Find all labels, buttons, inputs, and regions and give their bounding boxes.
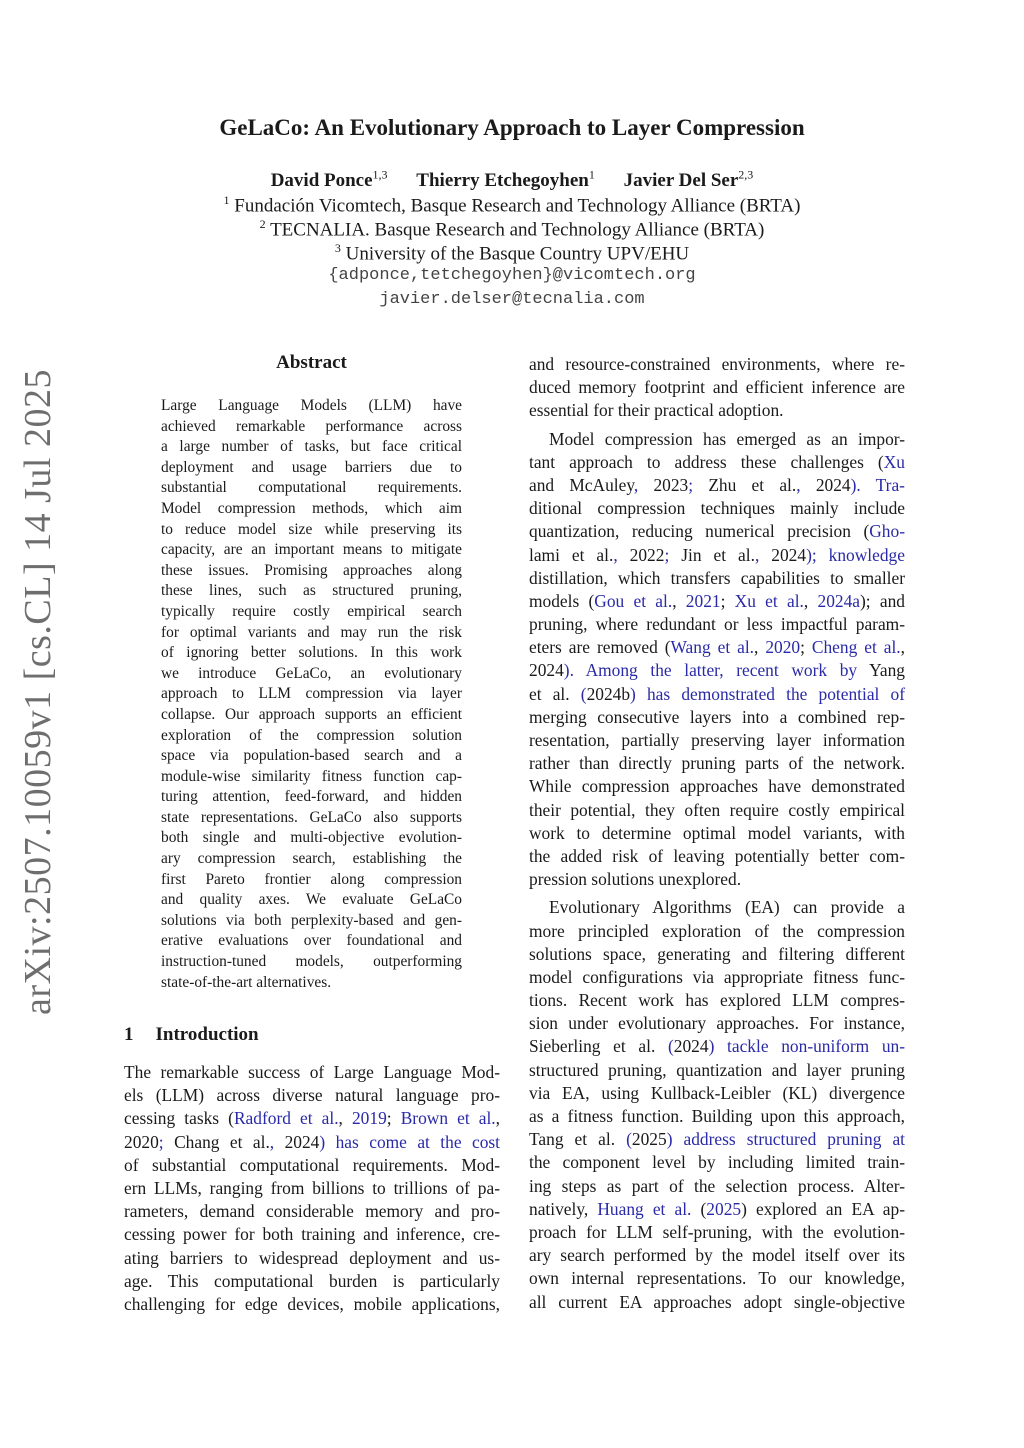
author-name: Javier Del Ser bbox=[623, 170, 739, 192]
abstract-line: solutions via both perplexity-based and gen- bbox=[161, 911, 462, 929]
text-line bbox=[529, 399, 905, 422]
author-affil-sup: 1,3 bbox=[372, 168, 388, 182]
text-line bbox=[529, 989, 905, 1012]
text-run: els (LLM) across diverse natural language pro- bbox=[124, 1085, 500, 1106]
text-line bbox=[529, 567, 905, 590]
text-run: ary search performed by the model itself over its bbox=[529, 1245, 905, 1266]
citation-link[interactable]: Radford et al. bbox=[233, 1108, 339, 1129]
citation-link[interactable]: ; bbox=[158, 1131, 175, 1152]
citation-link[interactable]: Gho- bbox=[869, 521, 905, 542]
section-heading-introduction bbox=[124, 1024, 259, 1046]
text-run: , bbox=[803, 590, 818, 611]
text-line bbox=[529, 845, 905, 868]
text-run: ; bbox=[720, 590, 735, 611]
text-run: resentation, partially preserving layer information bbox=[529, 730, 905, 750]
text-run: , bbox=[338, 1108, 352, 1129]
text-line bbox=[529, 1082, 905, 1105]
text-run: , bbox=[495, 1108, 500, 1129]
citation-link[interactable]: Cheng et al. bbox=[811, 637, 901, 658]
text-line bbox=[124, 1200, 500, 1223]
author-list bbox=[0, 168, 1024, 192]
citation-link[interactable]: 2020 bbox=[765, 637, 801, 658]
text-line bbox=[124, 1061, 500, 1084]
text-run: ( bbox=[691, 1198, 707, 1219]
text-run: merging consecutive layers into a combined rep- bbox=[529, 706, 905, 727]
citation-link[interactable]: ( bbox=[569, 683, 587, 704]
citation-link[interactable]: Gou et al. bbox=[594, 590, 673, 611]
citation-link[interactable]: ) address structured pruning at bbox=[666, 1129, 905, 1150]
text-run: more principled exploration of the compression bbox=[529, 920, 905, 941]
text-line bbox=[529, 920, 905, 943]
text-run: 2024 bbox=[529, 660, 564, 681]
arxiv-identifier: arXiv:2507.10059v1 [cs.CL] 14 Jul 2025 bbox=[17, 369, 59, 1015]
abstract-line: turing attention, feed-forward, and hidden bbox=[161, 788, 462, 806]
text-line bbox=[529, 706, 905, 729]
text-run: ern LLMs, ranging from billions to trillions of pa- bbox=[124, 1177, 500, 1198]
paper-title: GeLaCo: An Evolutionary Approach to Layer Compression bbox=[219, 115, 805, 140]
text-line bbox=[529, 451, 905, 474]
abstract-line: erative evaluations over foundational and bbox=[161, 932, 462, 950]
text-run: lami et al. bbox=[529, 544, 614, 565]
text-line bbox=[529, 1151, 905, 1174]
abstract-line: typically require costly empirical search bbox=[161, 602, 462, 620]
text-run: ); and bbox=[860, 590, 906, 611]
text-line bbox=[529, 1175, 905, 1198]
text-line bbox=[124, 1084, 500, 1107]
abstract-line: space via population-based search and a bbox=[161, 747, 462, 765]
text-line bbox=[529, 1198, 905, 1221]
citation-link[interactable]: ( bbox=[615, 1129, 632, 1150]
text-run: 2024b bbox=[586, 683, 631, 704]
text-run: Yang bbox=[869, 660, 905, 681]
text-run: While compression approaches have demonstrated bbox=[529, 776, 905, 797]
text-run: age. This computational burden is particularly bbox=[124, 1270, 500, 1291]
text-run: , bbox=[754, 637, 766, 658]
text-run: 2020 bbox=[124, 1131, 159, 1152]
text-run: cessing tasks ( bbox=[124, 1108, 234, 1129]
text-run: ditional compression techniques mainly include bbox=[529, 498, 905, 519]
text-line bbox=[529, 636, 905, 659]
citation-link[interactable]: 2021 bbox=[685, 590, 721, 611]
text-line bbox=[529, 353, 905, 376]
author-affil-sup: 1 bbox=[588, 168, 595, 182]
abstract-line: exploration of the compression solution bbox=[161, 726, 462, 744]
text-line bbox=[529, 544, 905, 567]
citation-link[interactable]: Wang et al. bbox=[670, 637, 755, 658]
author bbox=[271, 170, 388, 191]
text-line bbox=[124, 1293, 500, 1316]
abstract-line: to reduce model size while preserving its bbox=[161, 520, 462, 538]
text-run: tions. Recent work has explored LLM compres- bbox=[529, 990, 905, 1011]
text-run: pression solutions unexplored. bbox=[529, 869, 742, 890]
abstract-line: Model compression methods, which aim bbox=[161, 499, 462, 517]
affil-text: Fundación Vicomtech, Basque Research and Technology Alliance (BRTA) bbox=[234, 195, 801, 217]
abstract-heading: Abstract bbox=[276, 352, 347, 373]
email-address[interactable]: {adponce,tetchegoyhen}@vicomtech.org bbox=[328, 266, 696, 285]
abstract-line: deployment and usage barriers due to bbox=[161, 458, 462, 476]
text-run: challenging for edge devices, mobile applications, bbox=[124, 1293, 500, 1314]
text-run: Sieberling et al. bbox=[529, 1036, 656, 1057]
text-line bbox=[529, 683, 905, 706]
abstract-line: for optimal variants and may run the risk bbox=[161, 623, 462, 641]
text-run: Tang et al. bbox=[529, 1129, 616, 1150]
text-run: 2024 bbox=[284, 1131, 320, 1152]
text-run: natively, bbox=[529, 1198, 598, 1219]
abstract-line: capacity, are an important means to mitigate bbox=[161, 541, 462, 559]
text-line bbox=[124, 1270, 500, 1293]
abstract-line: substantial computational requirements. bbox=[161, 479, 462, 497]
text-run: rameters, demand considerable memory and pro- bbox=[124, 1201, 500, 1222]
text-run: structured pruning, quantization and layer pruning bbox=[529, 1059, 905, 1080]
text-run: ; bbox=[386, 1108, 401, 1129]
text-line bbox=[529, 943, 905, 966]
citation-link[interactable]: 2024a bbox=[817, 590, 861, 611]
text-run: ating barriers to widespread deployment and us- bbox=[124, 1247, 500, 1268]
author-name: Thierry Etchegoyhen bbox=[416, 170, 589, 192]
text-run: essential for their practical adoption. bbox=[529, 400, 784, 421]
text-run: quantization, reducing numerical precision ( bbox=[529, 521, 870, 542]
text-line bbox=[124, 1107, 500, 1130]
text-run: pruning, where redundant or less impactful param- bbox=[529, 614, 905, 635]
abstract-body bbox=[161, 396, 462, 993]
text-line bbox=[529, 659, 905, 682]
text-line bbox=[124, 1177, 500, 1200]
text-line bbox=[529, 428, 905, 451]
text-run: eters are removed ( bbox=[529, 637, 671, 658]
text-run: 2023 bbox=[653, 474, 689, 495]
text-run: of substantial computational requirements. Mod- bbox=[124, 1154, 500, 1175]
text-line bbox=[124, 1223, 500, 1246]
abstract-line: both single and multi-objective evolution- bbox=[161, 829, 462, 847]
abstract-line: Large Language Models (LLM) have bbox=[161, 397, 462, 414]
citation-link[interactable]: Brown et al. bbox=[400, 1108, 496, 1129]
citation-link[interactable]: , bbox=[613, 544, 630, 565]
text-line bbox=[529, 1291, 905, 1314]
section-title: Introduction bbox=[155, 1024, 259, 1045]
right-column-body bbox=[529, 353, 905, 1314]
abstract-line: approach to LLM compression via layer bbox=[161, 685, 462, 703]
abstract-line: and quality axes. We evaluate GeLaCo bbox=[161, 891, 462, 909]
abstract-line: collapse. Our approach supports an efficient bbox=[161, 705, 462, 723]
citation-link[interactable]: ) tackle non-uniform un- bbox=[708, 1036, 905, 1057]
text-run: and resource-constrained environments, where re- bbox=[529, 354, 905, 374]
text-run: solutions space, generating and filtering different bbox=[529, 943, 905, 964]
text-line bbox=[124, 1154, 500, 1177]
abstract-line: we introduce GeLaCo, an evolutionary bbox=[161, 664, 462, 682]
text-line bbox=[529, 729, 905, 752]
text-run: The remarkable success of Large Language Mod- bbox=[124, 1062, 500, 1082]
text-run: Model compression has emerged as an impor- bbox=[549, 428, 905, 449]
text-run: 2024 bbox=[815, 474, 851, 495]
text-run: duced memory footprint and efficient inference are bbox=[529, 377, 905, 398]
citation-link[interactable]: ). Among the latter, recent work by bbox=[563, 660, 870, 681]
text-run: model configurations via appropriate fitness func- bbox=[529, 966, 905, 987]
text-line bbox=[529, 896, 905, 919]
text-line bbox=[529, 1128, 905, 1151]
citation-link[interactable]: ( bbox=[655, 1036, 674, 1057]
text-run: 2025 bbox=[631, 1129, 667, 1150]
text-run: all current EA approaches adopt single-objective bbox=[529, 1291, 905, 1312]
citation-link[interactable]: ); knowledge bbox=[806, 544, 905, 565]
citation-link[interactable]: , bbox=[269, 1131, 285, 1152]
text-line bbox=[529, 868, 905, 891]
text-line bbox=[529, 1035, 905, 1058]
text-line bbox=[529, 752, 905, 775]
text-run: work to determine optimal model variants, with bbox=[529, 822, 905, 843]
text-run: Zhu et al. bbox=[708, 474, 797, 495]
affil-sup: 3 bbox=[334, 241, 341, 255]
text-line bbox=[124, 1247, 500, 1270]
author-affil-sup: 2,3 bbox=[738, 168, 754, 182]
abstract-line: first Pareto frontier along compression bbox=[161, 870, 462, 888]
text-run: the component level by including limited train- bbox=[529, 1152, 905, 1173]
citation-link[interactable]: , bbox=[796, 474, 816, 495]
text-run: as a fitness function. Building upon this approach, bbox=[529, 1106, 905, 1126]
abstract-line: these issues. Promising approaches along bbox=[161, 561, 462, 579]
abstract-line: module-wise similarity fitness function cap- bbox=[161, 767, 462, 785]
citation-link[interactable]: ; bbox=[664, 544, 682, 565]
text-run: via EA, using Kullback-Leibler (KL) divergence bbox=[529, 1082, 905, 1103]
abstract-line: these lines, such as structured pruning, bbox=[161, 582, 462, 600]
text-line bbox=[529, 799, 905, 822]
text-run: own internal representations. To our knowledge, bbox=[529, 1268, 905, 1289]
citation-link[interactable]: 2019 bbox=[351, 1108, 387, 1129]
abstract-line: state-of-the-art alternatives. bbox=[161, 973, 332, 991]
author bbox=[416, 170, 595, 191]
citation-link[interactable]: Huang et al. bbox=[597, 1198, 692, 1219]
text-line bbox=[529, 1244, 905, 1267]
abstract-line: instruction-tuned models, outperforming bbox=[161, 953, 462, 971]
text-line bbox=[529, 1012, 905, 1035]
text-run: ) explored an EA ap- bbox=[741, 1198, 905, 1219]
text-line bbox=[529, 1267, 905, 1290]
author bbox=[624, 170, 754, 191]
text-run: et al. bbox=[529, 683, 570, 704]
text-run: cessing power for both training and inference, cre- bbox=[124, 1224, 500, 1245]
text-line bbox=[529, 613, 905, 636]
text-line bbox=[529, 590, 905, 613]
text-line bbox=[529, 775, 905, 798]
affiliation bbox=[0, 217, 1024, 241]
citation-link[interactable]: 2025 bbox=[706, 1198, 742, 1219]
text-run: tant approach to address these challenges ( bbox=[529, 451, 884, 472]
abstract-line: ary compression search, establishing the bbox=[161, 850, 462, 868]
text-run: 2024 bbox=[771, 544, 807, 565]
text-run: distillation, which transfers capabilities to smaller bbox=[529, 567, 905, 588]
introduction-body bbox=[124, 1061, 500, 1316]
citation-link[interactable]: , bbox=[633, 474, 654, 495]
text-line bbox=[529, 474, 905, 497]
affiliation bbox=[0, 193, 1024, 217]
text-line bbox=[529, 520, 905, 543]
text-line bbox=[529, 822, 905, 845]
author-name: David Ponce bbox=[270, 170, 373, 192]
text-run: 2022 bbox=[629, 544, 665, 565]
text-line bbox=[529, 497, 905, 520]
affil-sup: 1 bbox=[223, 193, 230, 207]
citation-link[interactable]: , bbox=[754, 544, 772, 565]
abstract-line: of ignoring better solutions. In this work bbox=[161, 644, 462, 662]
email-address[interactable]: javier.delser@tecnalia.com bbox=[379, 290, 645, 309]
text-run: Evolutionary Algorithms (EA) can provide a bbox=[549, 897, 905, 918]
abstract-line: achieved remarkable performance across bbox=[161, 417, 462, 435]
text-run: sion under evolutionary approaches. For instance, bbox=[529, 1013, 905, 1034]
text-run: proach for LLM self-pruning, with the evolution- bbox=[529, 1221, 905, 1242]
text-run: Jin et al. bbox=[681, 544, 755, 565]
citation-link[interactable]: Xu et al. bbox=[734, 590, 804, 611]
text-run: and McAuley bbox=[529, 474, 634, 495]
text-run: the added risk of leaving potentially better com- bbox=[529, 845, 905, 866]
affil-text: TECNALIA. Basque Research and Technology Alliance (BRTA) bbox=[270, 219, 765, 241]
text-run: 2024 bbox=[673, 1036, 709, 1057]
citation-link[interactable]: ; bbox=[688, 474, 709, 495]
text-run: Chang et al. bbox=[174, 1131, 270, 1152]
text-run: rather than directly pruning parts of the network. bbox=[529, 753, 905, 774]
text-run: ; bbox=[800, 637, 812, 658]
section-number: 1 bbox=[124, 1024, 134, 1045]
text-line bbox=[124, 1131, 500, 1154]
text-run: their potential, they often require costly empirical bbox=[529, 799, 905, 820]
affil-text: University of the Basque Country UPV/EHU bbox=[345, 243, 690, 265]
text-line bbox=[529, 1221, 905, 1244]
affiliation bbox=[0, 241, 1024, 265]
text-line bbox=[529, 1105, 905, 1128]
text-run: , bbox=[672, 590, 686, 611]
citation-link[interactable]: Xu bbox=[883, 451, 905, 472]
text-run: ing steps as part of the selection process. Alter- bbox=[529, 1175, 905, 1196]
text-line bbox=[529, 376, 905, 399]
text-line bbox=[529, 966, 905, 989]
text-run: models ( bbox=[529, 590, 595, 611]
citation-link[interactable]: ) has demonstrated the potential of bbox=[630, 683, 906, 704]
affil-sup: 2 bbox=[259, 217, 266, 231]
text-run: , bbox=[900, 637, 905, 658]
citation-link[interactable]: ) has come at the cost bbox=[319, 1131, 500, 1152]
text-line bbox=[529, 1059, 905, 1082]
citation-link[interactable]: ). Tra- bbox=[850, 474, 905, 495]
abstract-line: a large number of tasks, but face critical bbox=[161, 438, 462, 456]
abstract-line: state representations. GeLaCo also supports bbox=[161, 808, 462, 826]
